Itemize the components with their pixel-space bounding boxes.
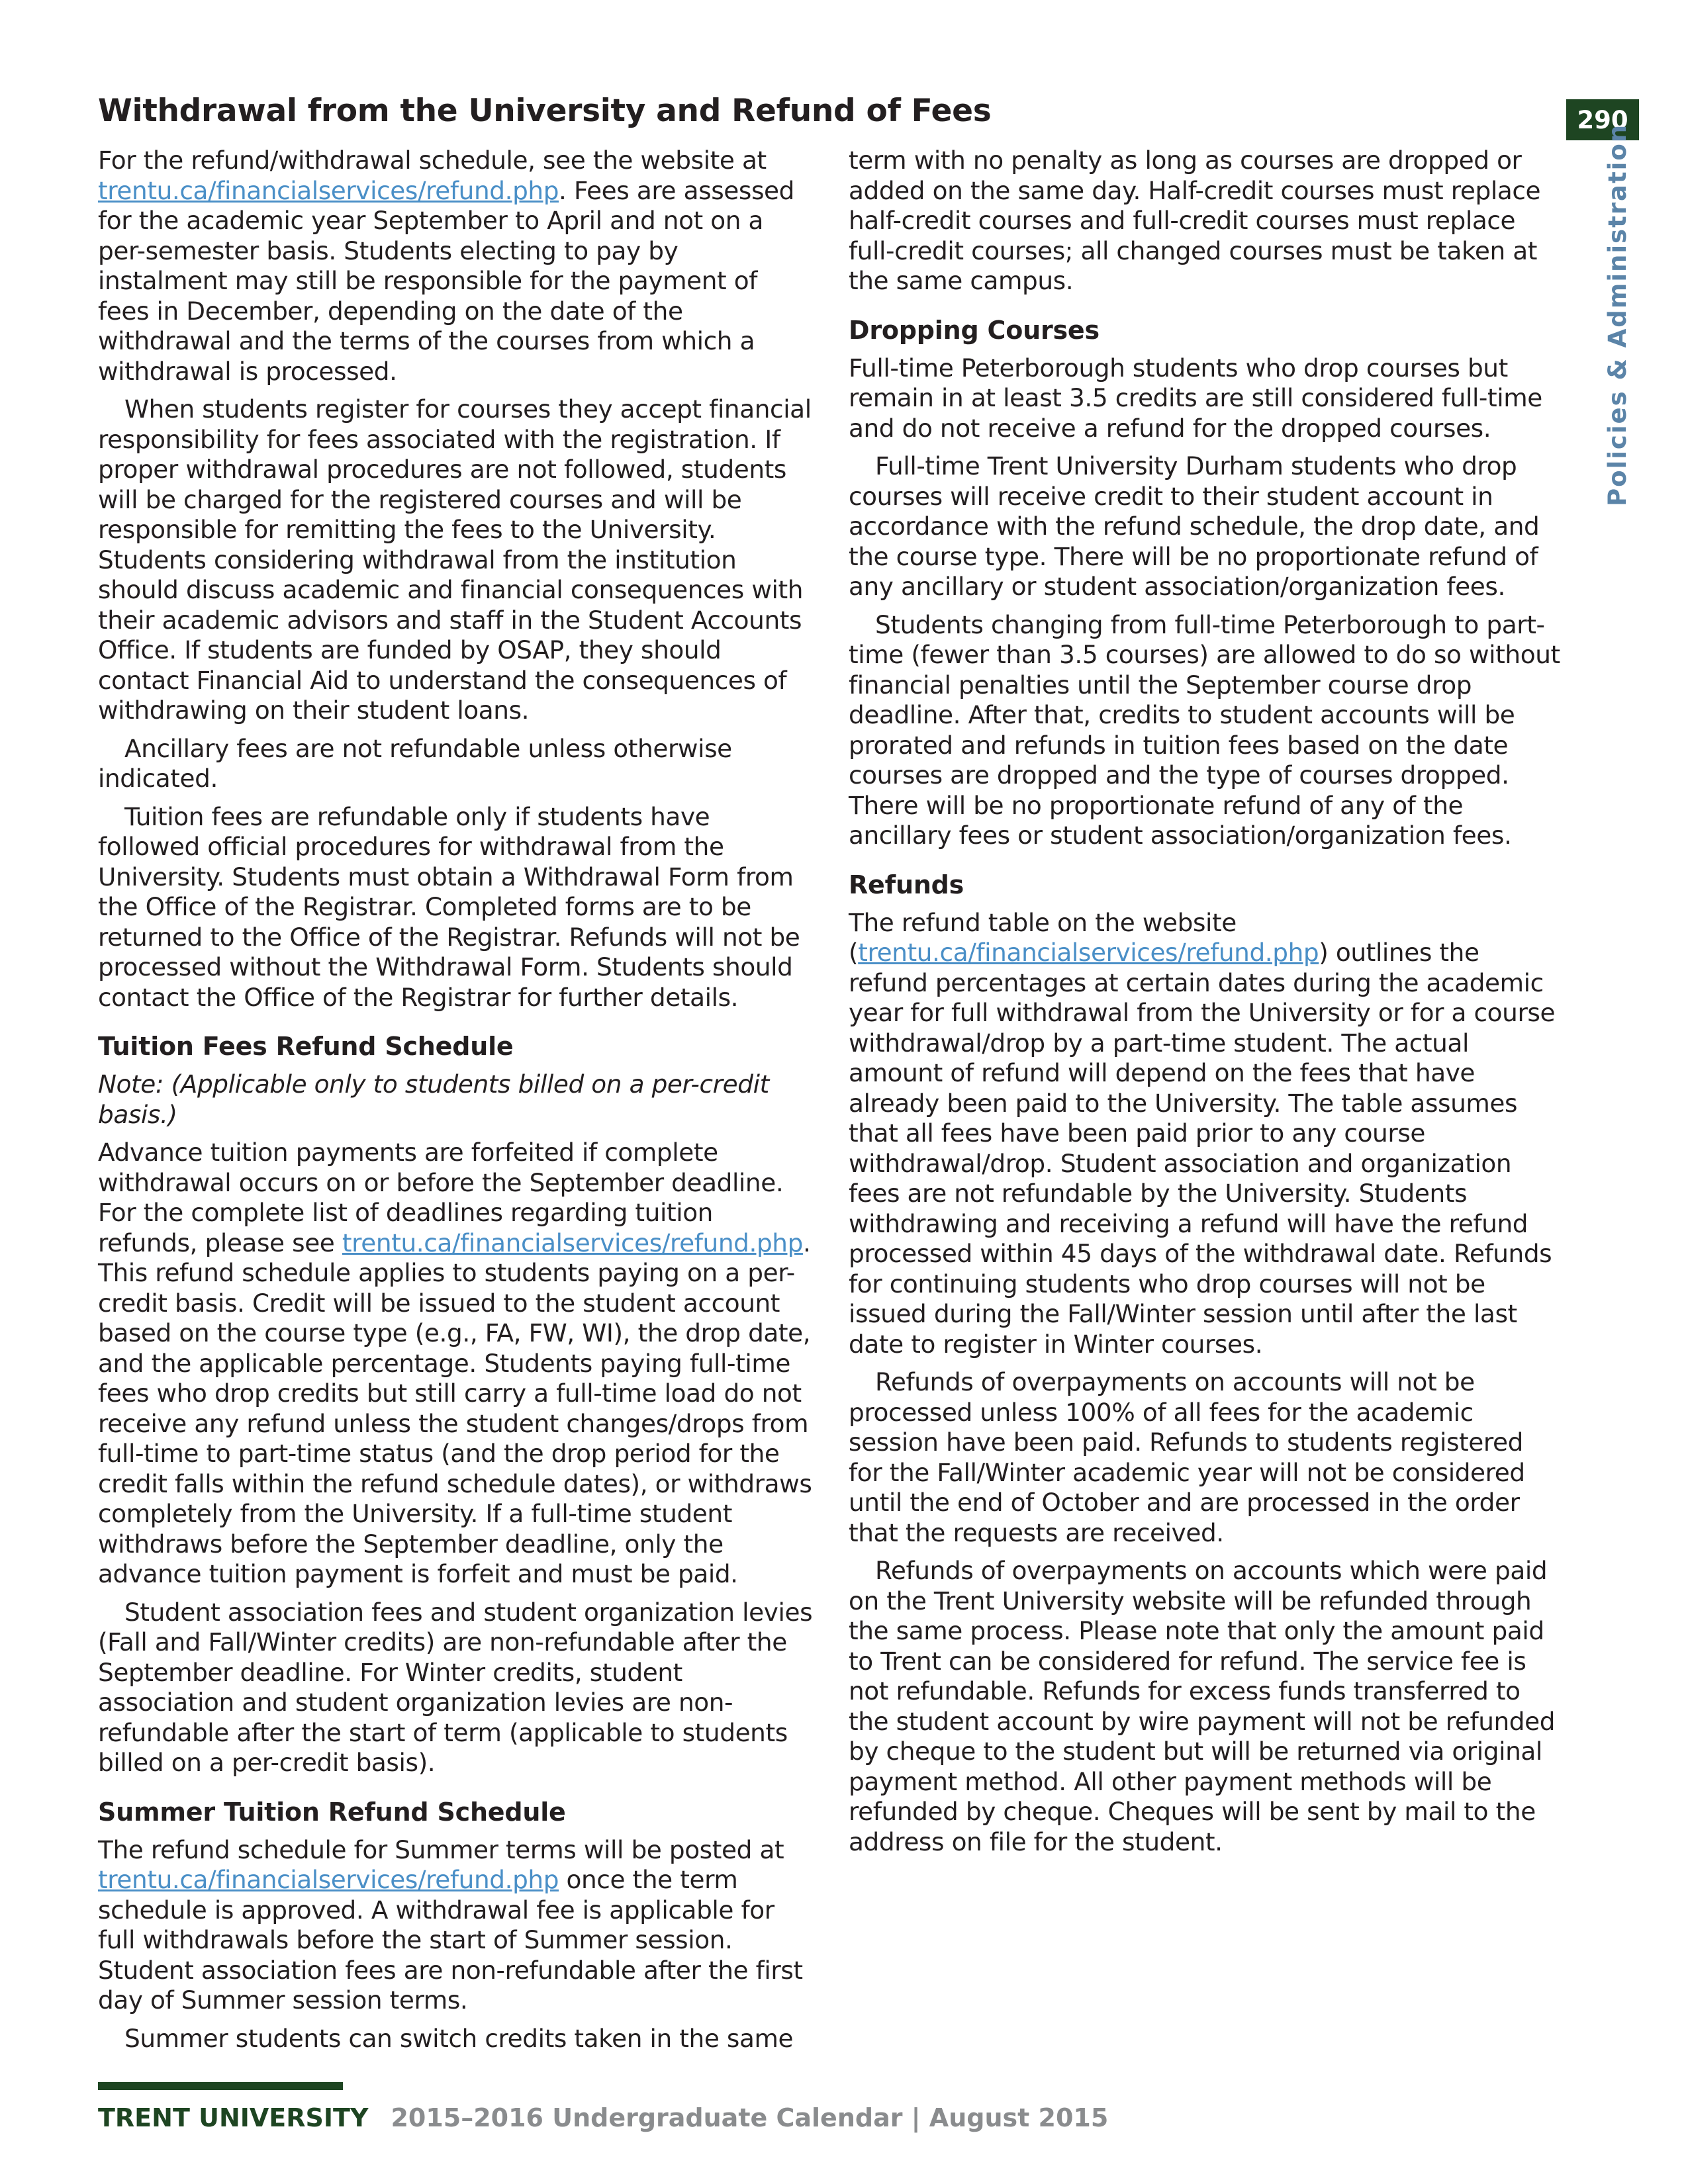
footer-university: TRENT UNIVERSITY — [98, 2103, 369, 2132]
paragraph: term with no penalty as long as courses are dropped or added on the same day. Half-credit courses must replace half-credit courses and full-credit courses must replace full-credit courses; all changed courses must be taken at the same campus. — [849, 146, 1541, 295]
paragraph — [98, 1835, 813, 2016]
text: The refund schedule for Summer terms will be posted at — [98, 1835, 784, 1864]
paragraph: Refunds of overpayments on accounts will not be processed unless 100% of all fees for the academic session have been paid. Refunds to students registered for the Fall/Winter academic year will not be considered until the end of October and are processed in the order that the requests are received. — [849, 1367, 1525, 1547]
heading-tuition-refund-schedule: Tuition Fees Refund Schedule — [98, 1032, 514, 1061]
paragraph: Student association fees and student organization levies (Fall and Fall/Winter credits) are non-refundable after the September deadline. For Winter credits, student association and student organization levies are non-refundable after the start of term (applicable to students billed on a per-credit basis). — [98, 1597, 813, 1777]
refund-link[interactable]: trentu.ca/financialservices/refund.php — [98, 175, 559, 205]
page-title: Withdrawal from the University and Refund of Fees — [98, 93, 992, 129]
left-column — [98, 146, 813, 2062]
text: For the refund/withdrawal schedule, see the website at — [98, 146, 767, 175]
footer-divider — [98, 2082, 343, 2090]
heading-refunds: Refunds — [849, 870, 964, 899]
paragraph: When students register for courses they accept financial responsibility for fees associated with the registration. If proper withdrawal procedures are not followed, students will be charged for the registered courses and will be responsible for remitting the fees to the University. Students considering withdrawal from the institution should discuss academic and financial consequences with their academic advisors and staff in the Student Accounts Office. If students are funded by OSAP, they should contact Financial Aid to understand the consequences of withdrawing on their student loans. — [98, 394, 812, 725]
section-side-label: Policies & Administration — [1603, 123, 1632, 506]
right-column — [849, 146, 1564, 1865]
heading-summer-refund-schedule: Summer Tuition Refund Schedule — [98, 1797, 566, 1827]
text: . This refund schedule applies to students paying on a per-credit basis. Credit will be issued to the student account based on the course type (e.g., FA, FW, WI), the drop date, and the applicable percentage. Students paying full-time fees who drop credits but still carry a full-time load do not receive any refund unless the student changes/drops from full-time to part-time status (and the drop period for the credit falls within the refund schedule dates), or withdraws completely from the University. If a full-time student withdraws before the September deadline, only the advance tuition payment is forfeit and must be paid. — [98, 1228, 812, 1588]
footer-calendar: 2015–2016 Undergraduate Calendar | August 2015 — [391, 2103, 1109, 2132]
text: once the term schedule is approved. A withdrawal fee is applicable for full withdrawals before the start of Summer session. Student association fees are non-refundable after the first day of Summer session terms. — [98, 1865, 803, 2015]
refund-link[interactable]: trentu.ca/financialservices/refund.php — [98, 1865, 559, 1894]
paragraph — [98, 146, 813, 387]
paragraph: Full-time Peterborough students who drop courses but remain in at least 3.5 credits are still considered full-time and do not receive a refund for the dropped courses. — [849, 353, 1542, 443]
refund-link[interactable]: trentu.ca/financialservices/refund.php — [858, 938, 1319, 967]
paragraph — [849, 908, 1564, 1360]
paragraph: Ancillary fees are not refundable unless otherwise indicated. — [98, 733, 732, 793]
text: ) outlines the refund percentages at certain dates during the academic year for full withdrawal from the University or for a course withdrawal/drop by a part-time student. The actual amount of refund will depend on the fees that have already been paid to the University. The table assumes that all fees have been paid prior to any course withdrawal/drop. Student association and organization fees are not refundable by the University. Students withdrawing and receiving a refund will have the refund processed within 45 days of the withdrawal date. Refunds for continuing students who drop courses will not be issued during the Fall/Winter session until after the last date to register in Winter courses. — [849, 938, 1556, 1359]
footer — [98, 2103, 1108, 2132]
note: Note: (Applicable only to students billed on a per-credit basis.) — [98, 1069, 769, 1129]
text: Advance tuition payments are forfeited if complete withdrawal occurs on or before the September deadline. For the complete list of deadlines regarding tuition refunds, please see — [98, 1138, 784, 1257]
heading-dropping-courses: Dropping Courses — [849, 315, 1100, 345]
paragraph — [98, 1138, 813, 1590]
paragraph: Tuition fees are refundable only if students have followed official procedures for withdrawal from the University. Students must obtain a Withdrawal Form from the Office of the Registrar. Completed forms are to be returned to the Office of the Registrar. Refunds will not be processed without the Withdrawal Form. Students should contact the Office of the Registrar for further details. — [98, 801, 800, 1012]
text: The refund table on the website ( — [849, 907, 1237, 967]
refund-link[interactable]: trentu.ca/financialservices/refund.php — [342, 1228, 803, 1257]
paragraph: Refunds of overpayments on accounts which were paid on the Trent University website will be refunded through the same process. Please note that only the amount paid to Trent can be considered for refund. The service fee is not refundable. Refunds for excess funds transferred to the student account by wire payment will not be refunded by cheque to the student but will be returned via original payment method. All other payment methods will be refunded by cheque. Cheques will be sent by mail to the address on file for the student. — [849, 1556, 1556, 1856]
paragraph: Students changing from full-time Peterborough to part-time (fewer than 3.5 courses) are allowed to do so without financial penalties until the September course drop deadline. After that, credits to student accounts will be prorated and refunds in tuition fees based on the date courses are dropped and the type of courses dropped. There will be no proportionate refund of any of the ancillary fees or student association/organization fees. — [849, 610, 1560, 850]
paragraph: Full-time Trent University Durham students who drop courses will receive credit to their student account in accordance with the refund schedule, the drop date, and the course type. There will be no proportionate refund of any ancillary or student association/organization fees. — [849, 451, 1540, 601]
text: . Fees are assessed for the academic year September to April and not on a per-semester basis. Students electing to pay by instalment may still be responsible for the payment of fees in December, depending on the date of the withdrawal and the terms of the courses from which a withdrawal is processed. — [98, 175, 794, 386]
paragraph: Summer students can switch credits taken in the same — [124, 2023, 794, 2053]
page-number-badge: 290 — [1566, 99, 1639, 140]
